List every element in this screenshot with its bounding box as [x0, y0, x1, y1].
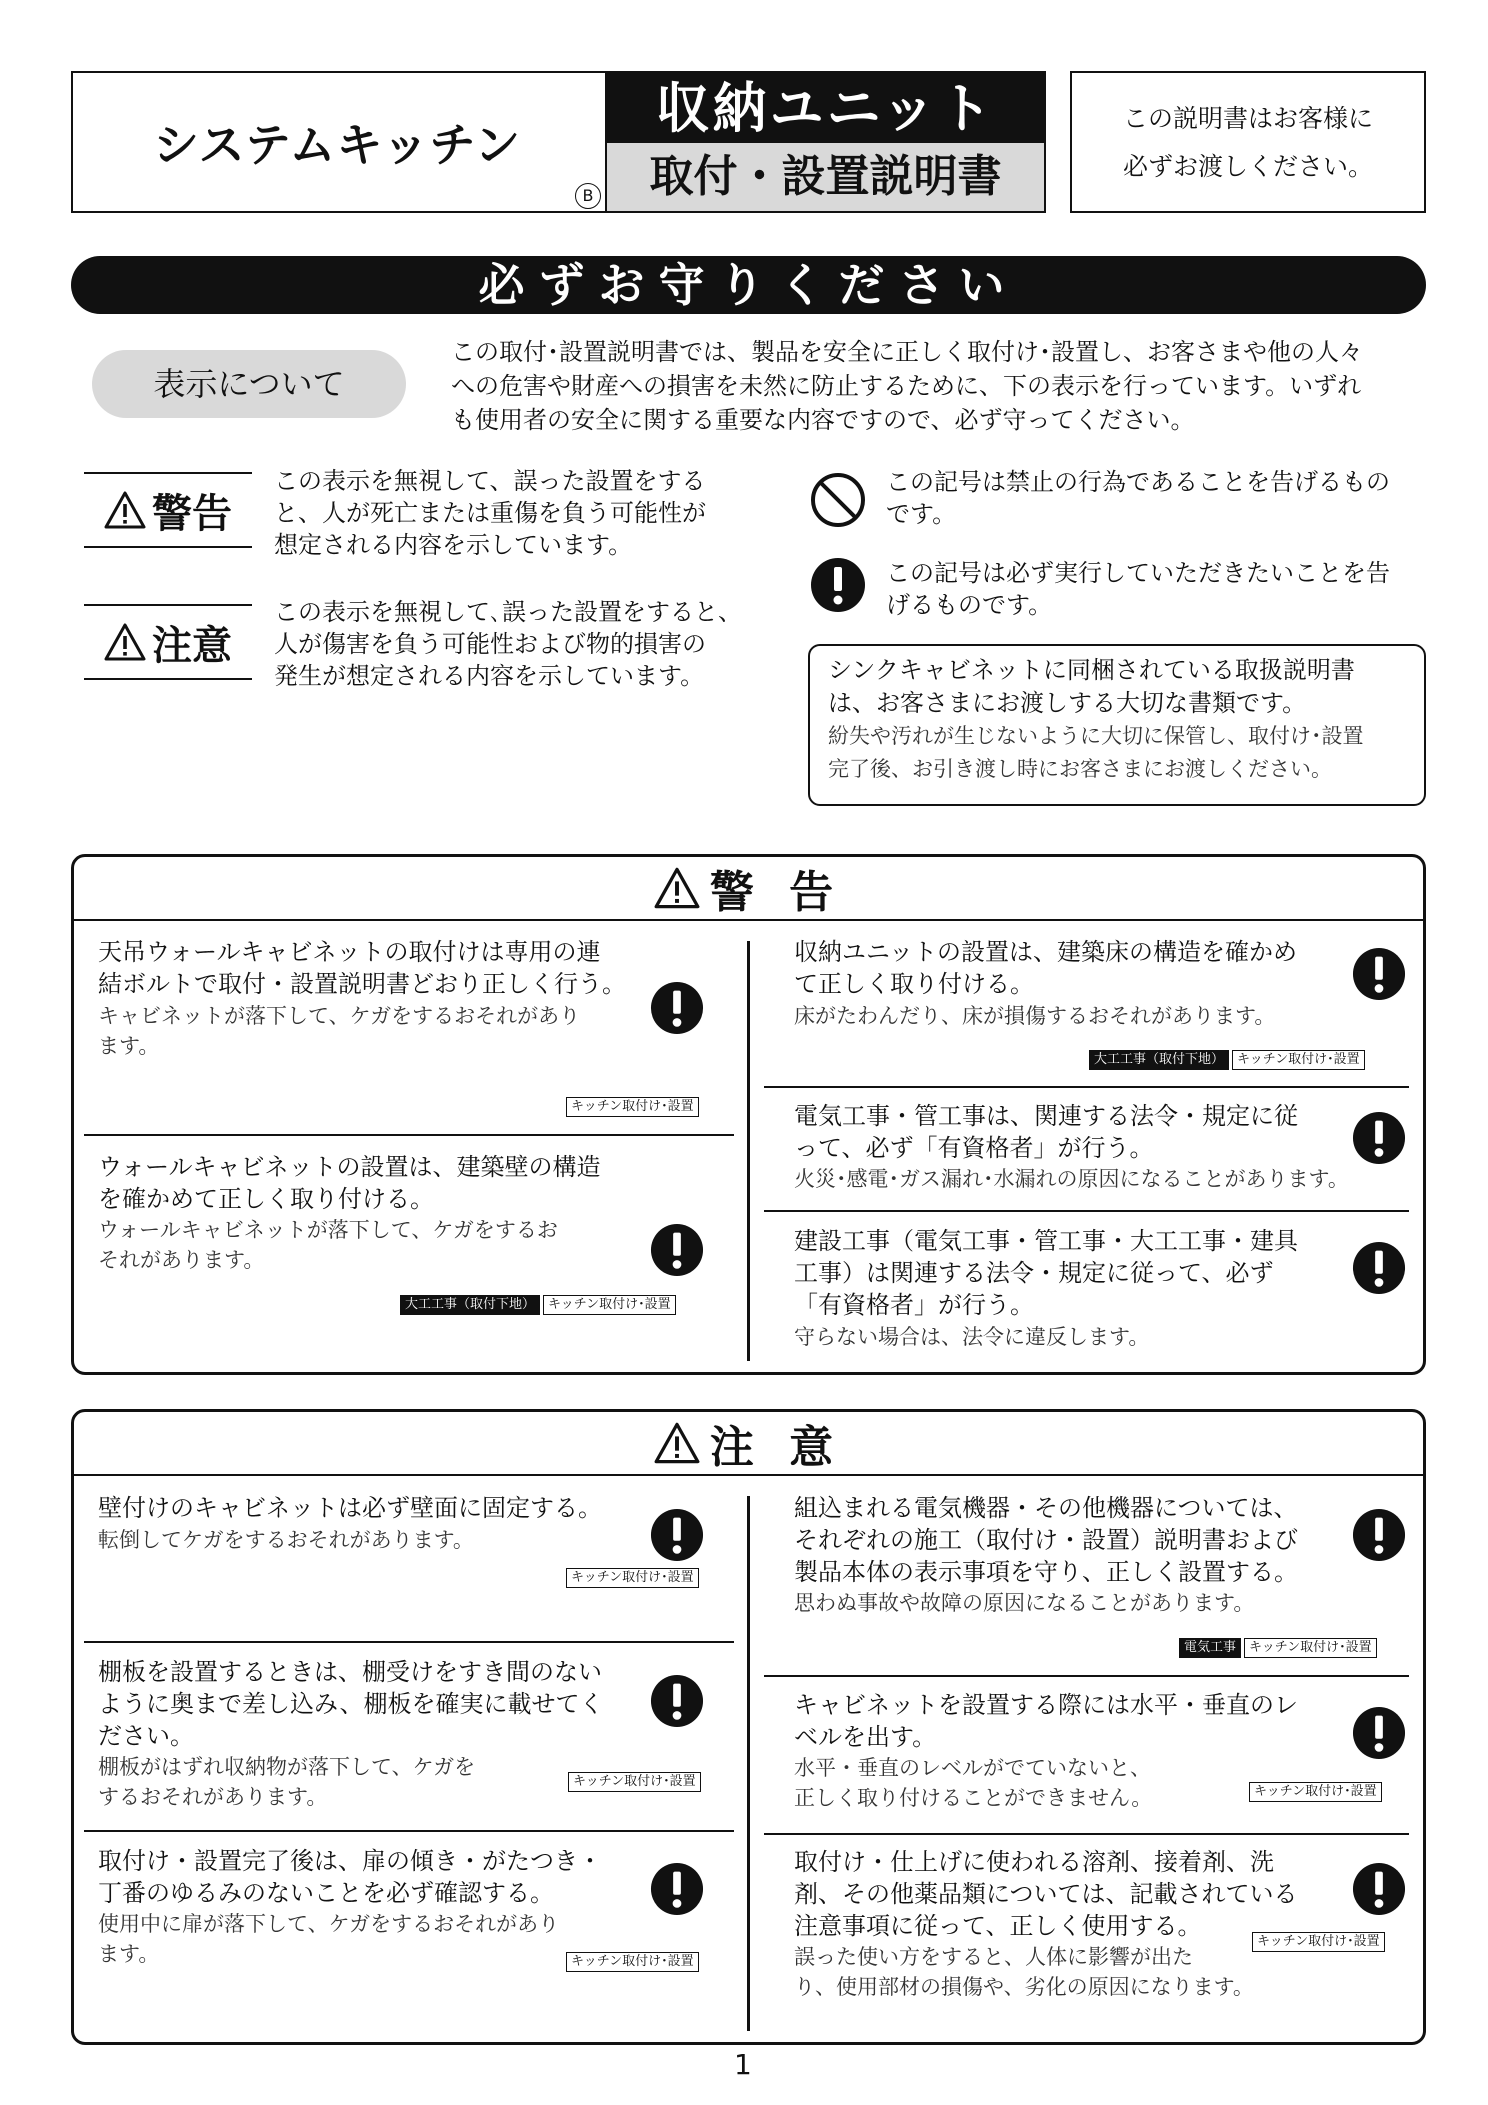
work-tag: キッチン取付け･設置 [566, 1568, 699, 1588]
item-separator [764, 1210, 1409, 1212]
prohibition-icon [810, 472, 866, 528]
warning-item-title: 電気工事・管工事は、関連する法令・規定に従 って、必ず「有資格者」が行う。 [794, 1102, 1298, 1162]
caution-panel-title: 注 意 [74, 1412, 1423, 1476]
work-tags [566, 1568, 699, 1588]
caution-item-detail: 使用中に扉が落下して、ケガをするおそれがあり ます。 [98, 1912, 560, 1966]
item-separator [764, 1675, 1409, 1677]
work-tag: キッチン取付け･設置 [566, 1952, 699, 1972]
work-tags [566, 1097, 699, 1117]
caution-item-title: キャビネットを設置する際には水平・垂直のレ ベルを出す。 [794, 1691, 1298, 1751]
exclamation-icon [650, 981, 704, 1035]
warning-item-title: 収納ユニットの設置は、建築床の構造を確かめ て正しく取り付ける。 [794, 938, 1298, 998]
work-tag: 大工工事（取付下地） [1089, 1050, 1229, 1070]
warning-item-title: 天吊ウォールキャビネットの取付けは専用の連 結ボルトで取付・設置説明書どおり正しく行う。 [98, 938, 626, 998]
document-title: 収納ユニット [605, 71, 1046, 143]
work-tag: 大工工事（取付下地） [400, 1295, 540, 1315]
caution-item-title: 取付け・仕上げに使われる溶剤、接着剤、洗 剤、その他薬品類については、記載されている 注意事項に従って、正しく使用する。 [794, 1848, 1298, 1940]
work-tag: キッチン取付け･設置 [568, 1772, 701, 1792]
caution-item-title: 棚板を設置するときは、棚受けをすき間のない ように奥まで差し込み、棚板を確実に載せてく ださい。 [98, 1658, 604, 1750]
display-label: 表示について [92, 350, 406, 418]
caution-panel [71, 1409, 1426, 2045]
customer-notice: この説明書はお客様に 必ずお渡しください。 [1070, 71, 1426, 213]
work-tags [1249, 1782, 1382, 1802]
work-tags [400, 1295, 676, 1315]
warning-item-detail: キャビネットが落下して、ケガをするおそれがあり ます。 [98, 1004, 581, 1058]
work-tags [1179, 1638, 1377, 1658]
work-tag: キッチン取付け･設置 [1252, 1932, 1385, 1952]
must-follow-banner: 必ずお守りください [71, 256, 1426, 314]
column-divider [747, 941, 750, 1361]
warning-item-detail: 火災･感電･ガス漏れ･水漏れの原因になることがあります。 [794, 1167, 1349, 1191]
legend-warning-text: この表示を無視して、誤った設置をする と、人が死亡または重傷を負う可能性が 想定される内容を示しています。 [274, 467, 706, 559]
exclamation-icon [650, 1862, 704, 1916]
exclamation-icon [1352, 1111, 1406, 1165]
mandatory-text: この記号は必ず実行していただきたいことを告 げるものです。 [886, 559, 1390, 619]
exclamation-icon [1352, 1862, 1406, 1916]
product-name: システムキッチン [153, 118, 522, 172]
exclamation-icon [650, 1223, 704, 1277]
exclamation-icon [810, 557, 866, 613]
caution-item-detail: 転倒してケガをするおそれがあります。 [98, 1528, 474, 1552]
caution-item-title: 組込まれる電気機器・その他機器については、 それぞれの施工（取付け・設置）説明書および 製品本体の表示事項を守り、正しく設置する。 [794, 1494, 1298, 1586]
intro-text: この取付･設置説明書では、製品を安全に正しく取付け･設置し、お客さまや他の人々 への危害や財産への損害を未然に防止するために、下の表示を行っています。いずれ も使用者の安全に関する重要な内容ですので、必ず守ってください。 [451, 338, 1363, 434]
warning-triangle-icon [654, 867, 700, 909]
exclamation-icon [1352, 1706, 1406, 1760]
warning-triangle-icon [654, 1422, 700, 1464]
warning-item-detail: ウォールキャビネットが落下して、ケガをするお それがあります。 [98, 1218, 558, 1272]
exclamation-icon [1352, 947, 1406, 1001]
registered-mark: B [575, 183, 601, 209]
item-separator [764, 1086, 1409, 1088]
exclamation-icon [650, 1508, 704, 1562]
warning-triangle-icon [104, 623, 146, 661]
work-tag: キッチン取付け･設置 [543, 1295, 676, 1315]
warning-triangle-icon [104, 491, 146, 529]
legend-warning-label: 警告 [84, 472, 252, 548]
warning-panel [71, 854, 1426, 1375]
work-tags [1089, 1050, 1365, 1070]
warning-panel-title: 警 告 [74, 857, 1423, 921]
column-divider [747, 1496, 750, 2031]
item-separator [84, 1641, 734, 1643]
header-product-box [71, 71, 607, 213]
work-tags [568, 1772, 701, 1792]
warning-item-detail: 守らない場合は、法令に違反します。 [794, 1325, 1150, 1349]
manual-note-box: シンクキャビネットに同梱されている取扱説明書 は、お客さまにお渡しする大切な書類です。 紛失や汚れが生じないように大切に保管し、取付け･設置 完了後、お引き渡し時にお客さまにお渡しください。 [808, 644, 1426, 806]
exclamation-icon [1352, 1508, 1406, 1562]
caution-item-detail: 棚板がはずれ収納物が落下して、ケガを するおそれがあります。 [98, 1755, 476, 1809]
warning-item-title: ウォールキャビネットの設置は、建築壁の構造 を確かめて正しく取り付ける。 [98, 1153, 601, 1213]
work-tag: キッチン取付け･設置 [1249, 1782, 1382, 1802]
work-tag: キッチン取付け･設置 [1232, 1050, 1365, 1070]
page-number: 1 [734, 2048, 752, 2081]
work-tag: キッチン取付け･設置 [1244, 1638, 1377, 1658]
item-separator [84, 1830, 734, 1832]
legend-caution-label: 注意 [84, 604, 252, 680]
exclamation-icon [650, 1674, 704, 1728]
work-tag: 電気工事 [1179, 1638, 1241, 1658]
caution-item-title: 取付け・設置完了後は、扉の傾き・がたつき・ 丁番のゆるみのないことを必ず確認する。 [98, 1847, 602, 1907]
item-separator [764, 1833, 1409, 1835]
warning-item-detail: 床がたわんだり、床が損傷するおそれがあります。 [794, 1004, 1276, 1028]
work-tags [1252, 1932, 1385, 1952]
warning-item-title: 建設工事（電気工事・管工事・大工工事・建具 工事）は関連する法令・規定に従って、必ず 「有資格者」が行う。 [794, 1227, 1298, 1319]
document-subtitle: 取付・設置説明書 [605, 143, 1046, 213]
caution-item-detail: 水平・垂直のレベルがでていないと、 正しく取り付けることができません。 [794, 1756, 1153, 1810]
exclamation-icon [1352, 1241, 1406, 1295]
legend-caution-text: この表示を無視して､誤った設置をすると、 人が傷害を負う可能性および物的損害の 発生が想定される内容を示しています。 [274, 598, 742, 690]
caution-item-detail: 誤った使い方をすると、人体に影響が出た り、使用部材の損傷や、劣化の原因になります。 [794, 1945, 1254, 1999]
item-separator [84, 1134, 734, 1136]
caution-item-detail: 思わぬ事故や故障の原因になることがあります。 [794, 1591, 1255, 1615]
work-tag: キッチン取付け･設置 [566, 1097, 699, 1117]
caution-item-title: 壁付けのキャビネットは必ず壁面に固定する。 [98, 1494, 602, 1522]
work-tags [566, 1952, 699, 1972]
prohibit-text: この記号は禁止の行為であることを告げるもの です。 [886, 468, 1390, 528]
